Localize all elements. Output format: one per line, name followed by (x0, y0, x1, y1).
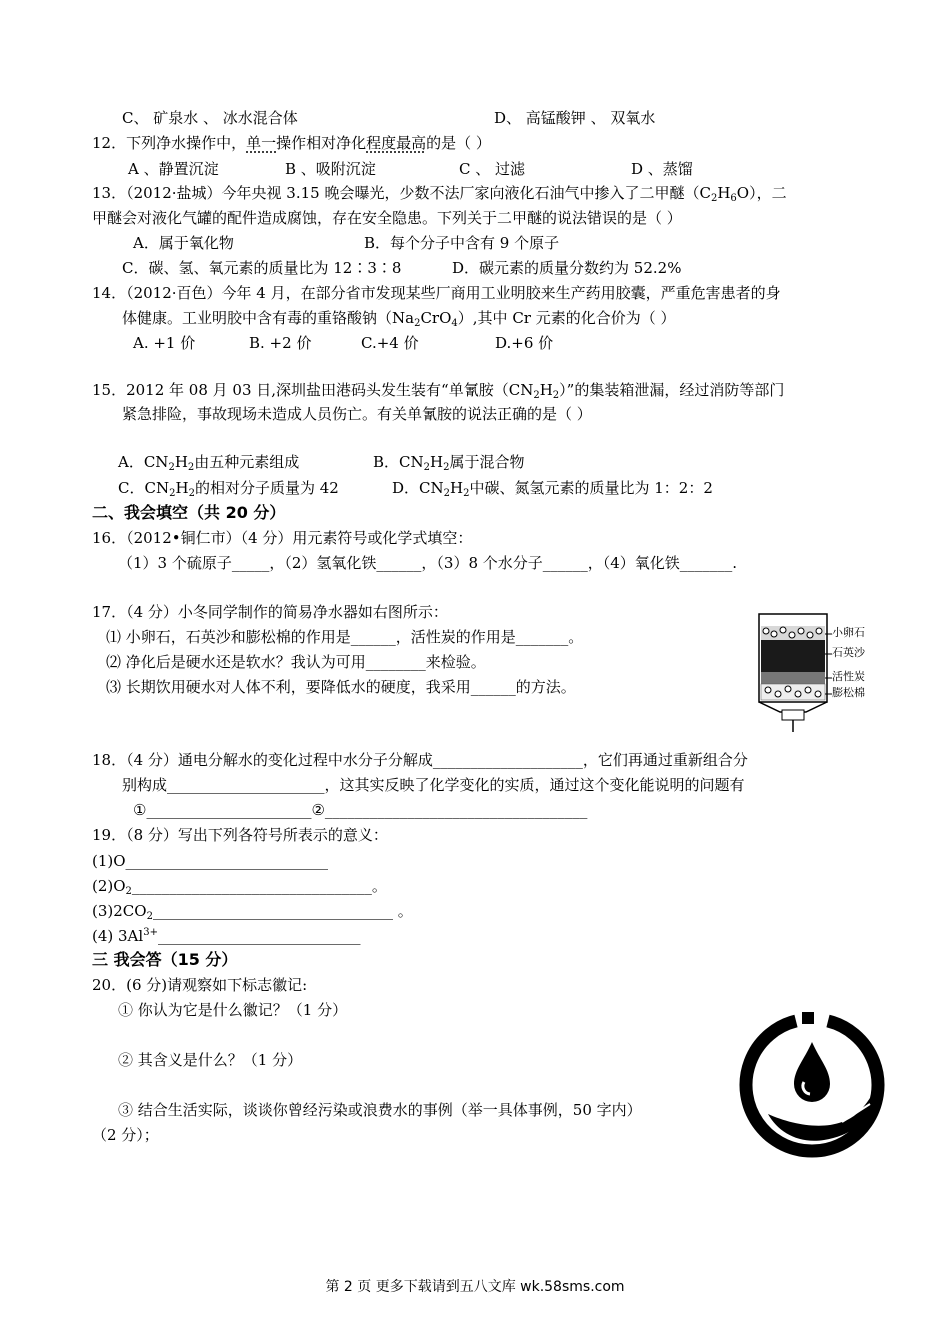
q19-stem: 19．（8 分）写出下列各符号所表示的意义： (92, 826, 388, 844)
q15-option-b: B．$CN_2H_2$属于混合物 (373, 453, 525, 473)
filter-label-cotton: 膨松棉 (832, 686, 865, 699)
q14-option-d: D.+6 价 (495, 334, 554, 352)
q14-stem-line1: 14．（2012·百色）今年 4 月，在部分省市发现某些厂商用工业明胶来生产药用胶囊，严重危害患者的身 (92, 284, 781, 302)
q19-item4: (4) $3Al^{3+}\_\_\_\_\_\_\_\_\_\_\_\_\_\_\_\_\_\_\_\_\_\_\_\_\_\_\_$ (92, 927, 361, 945)
q14-option-b: B. +2 价 (249, 334, 312, 352)
q19-item3: $(3)2CO_2\_\_\_\_\_\_\_\_\_\_\_\_\_\_\_\_\_\_\_\_\_\_\_\_\_\_\_\_\_\_\_\_$ 。 (92, 902, 413, 922)
water-saving-emblem (738, 1012, 886, 1160)
q19-item1: (1)O___________________________ (92, 852, 329, 870)
q12-option-b: B 、吸附沉淀 (285, 160, 376, 178)
q20-part3: ③ 结合生活实际，谈谈你曾经污染或浪费水的事例（举一具体事例，50 字内） (118, 1101, 642, 1119)
water-drop-hand-icon (738, 1012, 886, 1160)
q20-part1: ① 你认为它是什么徽记？（1 分） (118, 1001, 348, 1019)
q13-option-b: B．每个分子中含有 9 个原子 (364, 234, 560, 252)
q18-line2: 别构成_____________________，这其实反映了化学变化的实质，通过这个变化能说明的问题有 (122, 776, 745, 794)
q14-option-a: A. +1 价 (133, 334, 196, 352)
q12-stem: 12．下列净水操作中，单一操作相对净化程度最高的是（ ） (92, 134, 491, 152)
q13-option-c: C．碳、氢、氧元素的质量比为 12∶3∶8 (122, 259, 402, 277)
q15-stem-line2: 紧急排险，事故现场未造成人员伤亡。有关单氰胺的说法正确的是（ ） (122, 405, 592, 423)
q12-option-c: C 、 过滤 (459, 160, 526, 178)
q13-stem-line2: 甲醚会对液化气罐的配件造成腐蚀，存在安全隐患。下列关于二甲醚的说法错误的是（ ） (92, 209, 682, 227)
q15-stem-line1: 15．2012 年 08 月 03 日,深圳盐田港码头发生装有“单氰胺$(CN_2H_2)$”的集装箱泄漏，经过消防等部门 (92, 381, 785, 401)
q13-stem-line1: 13．（2012·盐城）今年央视 3.15 晚会曝光，少数不法厂家向液化石油气中掺入了二甲醚$(C_2H_6O)$，二 (92, 184, 787, 204)
q16-stem: 16．（2012•铜仁市）（4 分）用元素符号或化学式填空： (92, 529, 473, 547)
q11-option-c: C、 矿泉水 、 冰水混合体 (122, 109, 298, 127)
q18-line1: 18．（4 分）通电分解水的变化过程中水分子分解成____________________，它们再通过重新组合分 (92, 751, 748, 769)
section-3-heading: 三 我会答（15 分） (92, 950, 238, 969)
filter-label-activated-carbon: 活性炭 (832, 670, 865, 683)
q15-option-d: D．$CN_2H_2$中碳、氮氢元素的质量比为 1：2：2 (392, 479, 713, 499)
page-footer: 第 2 页 更多下载请到五八文库 wk.58sms.com (325, 1279, 625, 1295)
q11-option-d: D、 高锰酸钾 、 双氧水 (494, 109, 656, 127)
q17-part2: ⑵ 净化后是硬水还是软水？我认为可用________来检验。 (106, 653, 486, 671)
q19-item2: $(2)O_2\_\_\_\_\_\_\_\_\_\_\_\_\_\_\_\_\_\_\_\_\_\_\_\_\_\_\_\_\_\_\_\_$。 (92, 877, 387, 897)
q18-line3: ①______________________②___________________________________ (133, 801, 588, 819)
water-filter-figure (748, 610, 868, 735)
q20-part2: ② 其含义是什么？（1 分） (118, 1051, 303, 1069)
q12-option-d: D 、蒸馏 (631, 160, 693, 178)
section-2-heading: 二、我会填空（共 20 分） (92, 503, 286, 522)
q16-blanks: （1）3 个硫原子_____，（2）氢氧化铁______，（3）8 个水分子______，（4）氧化铁_______. (118, 554, 738, 572)
q15-option-c: C．$CN_2H_2$的相对分子质量为 42 (118, 479, 339, 499)
filter-label-quartz-sand: 石英沙 (832, 646, 865, 659)
q17-stem: 17．（4 分）小冬同学制作的简易净水器如右图所示： (92, 603, 448, 621)
q14-stem-line2: 体健康。工业明胶中含有毒的重铬酸钠$(Na_2CrO_4)$,其中 Cr 元素的化合价为（ ） (122, 309, 676, 329)
filter-label-pebbles: 小卵石 (832, 626, 865, 639)
q20-stem: 20．(6 分)请观察如下标志徽记: (92, 976, 308, 994)
q13-option-d: D．碳元素的质量分数约为 52.2% (452, 259, 682, 277)
q17-part1: ⑴ 小卵石，石英沙和膨松棉的作用是______，活性炭的作用是_______。 (106, 628, 584, 646)
q15-option-a: A．$CN_2H_2$由五种元素组成 (118, 453, 300, 473)
q20-part3-points: （2 分）； (92, 1126, 159, 1144)
q12-option-a: A 、静置沉淀 (128, 160, 219, 178)
q17-part3: ⑶ 长期饮用硬水对人体不利，要降低水的硬度，我采用______的方法。 (106, 678, 576, 696)
q14-option-c: C.+4 价 (361, 334, 419, 352)
q13-option-a: A．属于氧化物 (133, 234, 234, 252)
